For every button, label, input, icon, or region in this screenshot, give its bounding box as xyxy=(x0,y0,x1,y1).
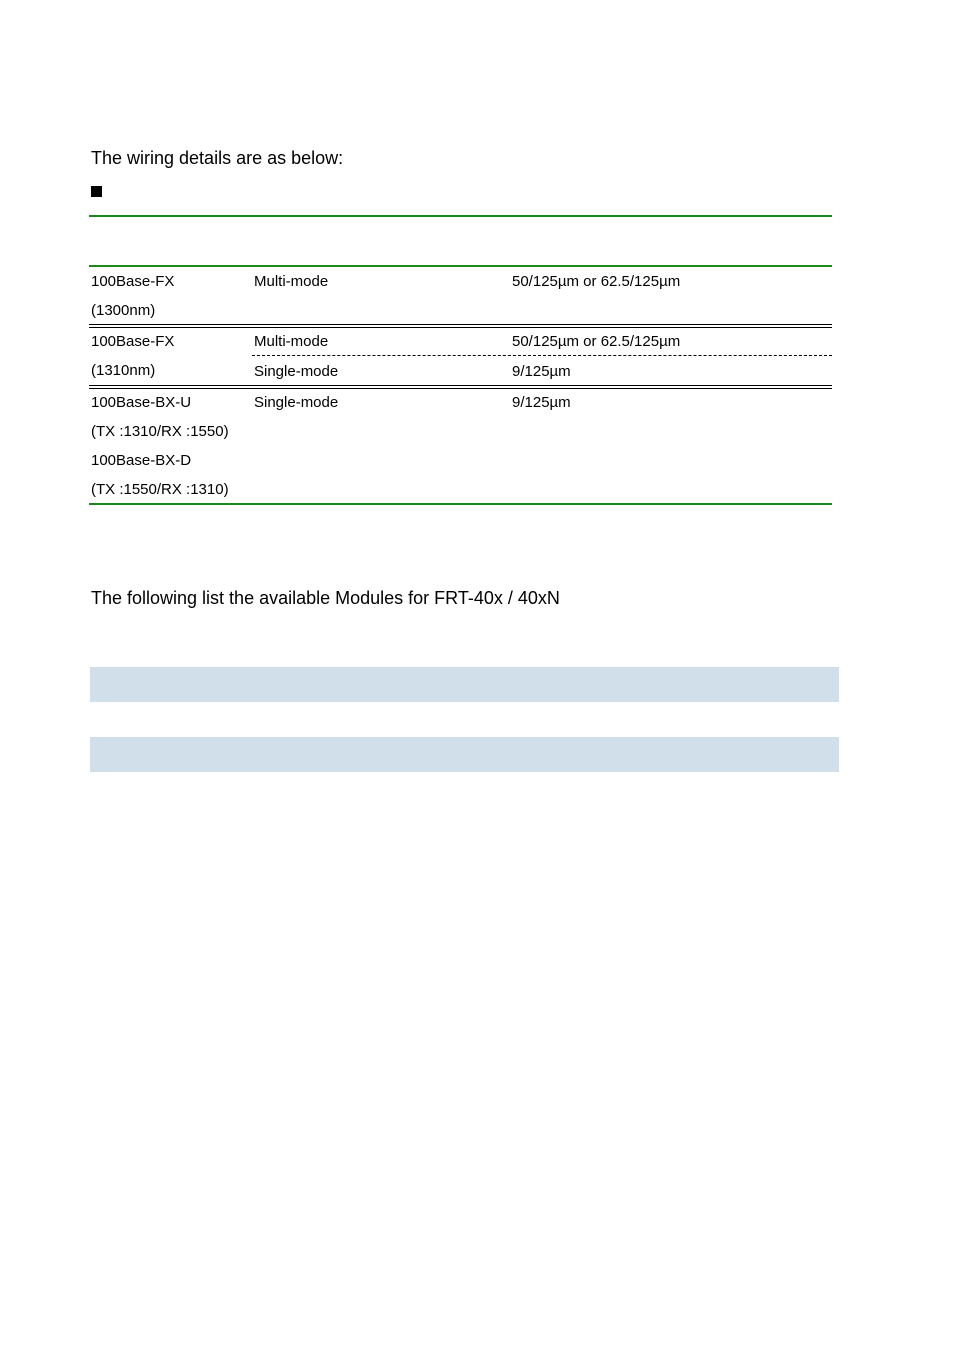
group-divider xyxy=(89,388,832,389)
cable-cell: 50/125µm or 62.5/125µm xyxy=(512,333,681,350)
mode-cell: Single-mode xyxy=(254,363,339,380)
table-bottom-rule xyxy=(89,503,832,505)
row-divider xyxy=(252,355,832,356)
standard-label: 100Base-FX xyxy=(91,273,175,290)
group-divider xyxy=(89,327,832,328)
group-divider xyxy=(89,324,832,325)
standard-label: 100Base-BX-D xyxy=(91,452,192,469)
mode-cell: Multi-mode xyxy=(254,333,329,350)
cable-cell: 50/125µm or 62.5/125µm xyxy=(512,273,681,290)
standard-wavelength: (1300nm) xyxy=(91,302,156,319)
cable-cell: 9/125µm xyxy=(512,363,571,380)
standard-wavelength: (TX :1550/RX :1310) xyxy=(91,481,229,498)
mode-cell: Single-mode xyxy=(254,394,339,411)
mode-cell: Multi-mode xyxy=(254,273,329,290)
standard-wavelength: (1310nm) xyxy=(91,362,156,379)
standard-label: 100Base-BX-U xyxy=(91,394,192,411)
section-rule xyxy=(89,215,832,217)
group-divider xyxy=(89,385,832,386)
standard-wavelength: (TX :1310/RX :1550) xyxy=(91,423,229,440)
cable-cell: 9/125µm xyxy=(512,394,571,411)
table-top-rule xyxy=(89,265,832,267)
modules-table-band xyxy=(90,737,839,772)
square-bullet-icon xyxy=(91,186,102,197)
modules-intro-text: The following list the available Modules for FRT-40x / 40xN xyxy=(91,588,560,608)
standard-label: 100Base-FX xyxy=(91,333,175,350)
modules-table-header-band xyxy=(90,667,839,702)
wiring-intro-text: The wiring details are as below: xyxy=(91,148,344,168)
